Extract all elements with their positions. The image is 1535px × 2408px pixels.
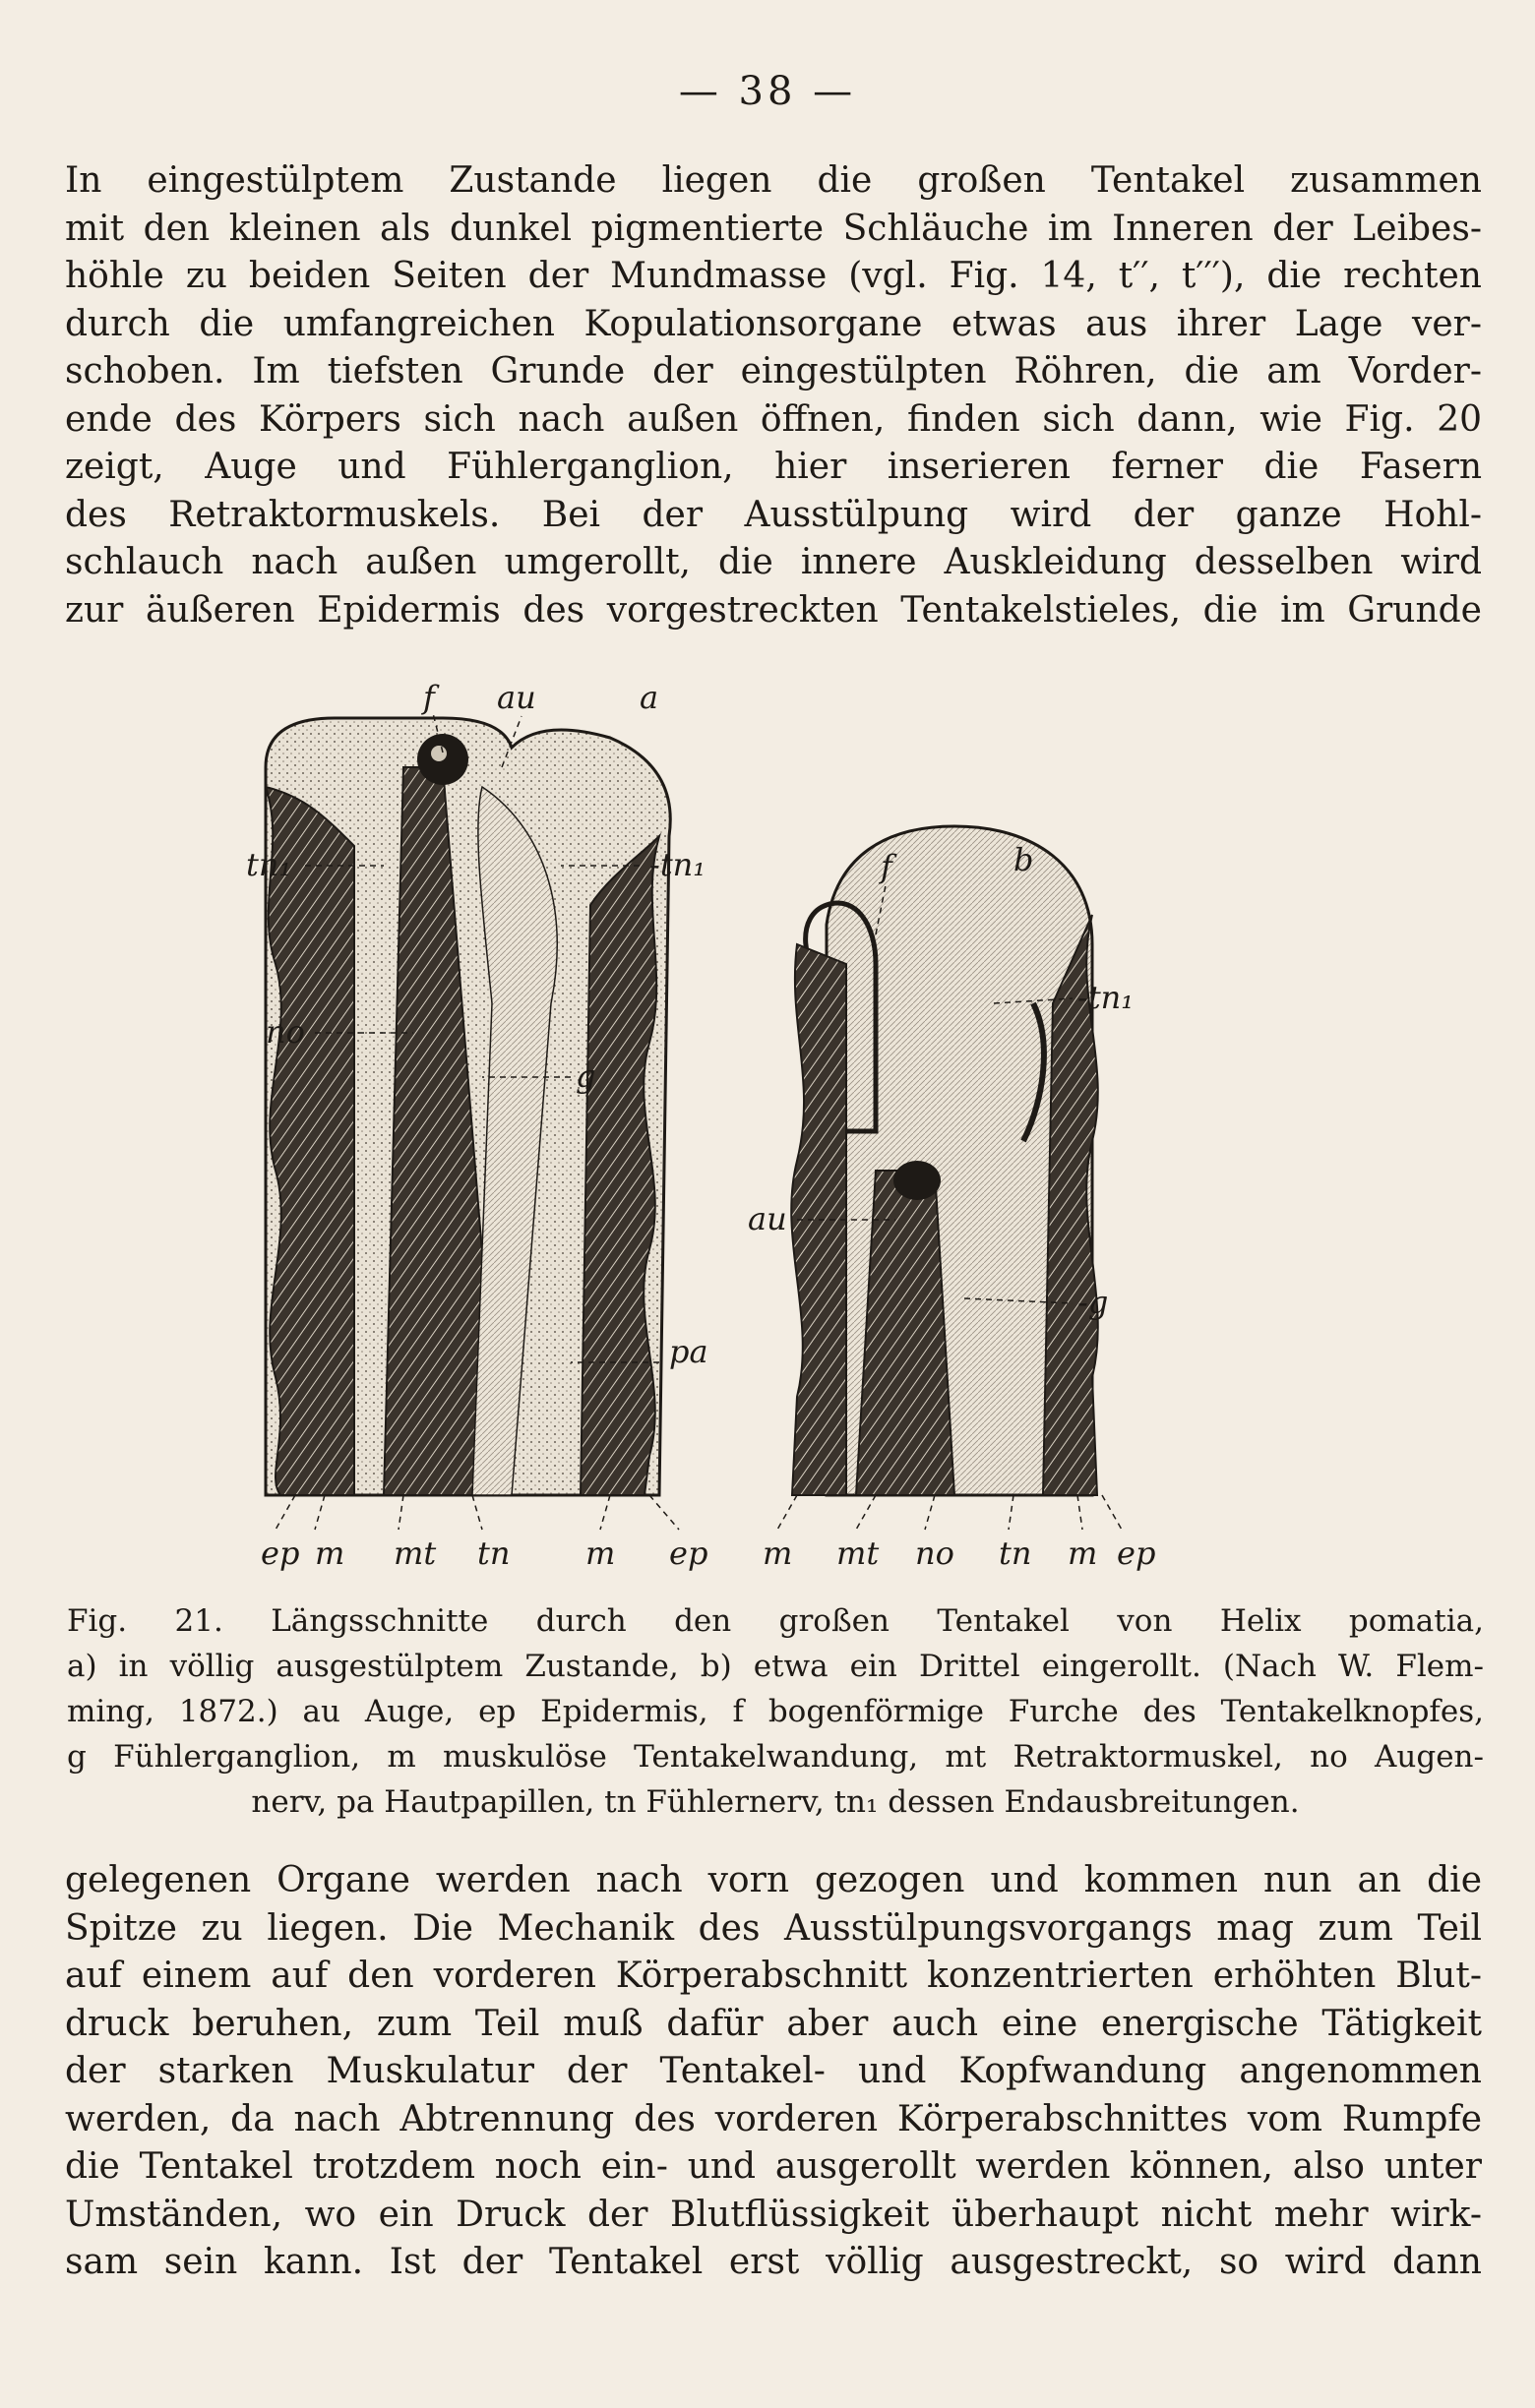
- text-line: Spitze zu liegen. Die Mechanik des Ausstülpungsvorgangs mag zum Teil: [65, 1907, 1482, 1949]
- label-a-pa: pa: [669, 1333, 708, 1370]
- text-line: höhle zu beiden Seiten der Mundmasse (vgl. Fig. 14, t′′, t′′′), die rechten: [65, 256, 1482, 296]
- text-line: Umständen, wo ein Druck der Blutflüssigkeit überhaupt nicht mehr wirk-: [65, 2194, 1482, 2235]
- text-line: gelegenen Organe werden nach vorn gezogen und kommen nun an die: [65, 1860, 1482, 1900]
- figure-caption: [67, 1598, 1484, 1825]
- label-a-no: no: [266, 1013, 305, 1051]
- text-line: der starken Muskulatur der Tentakel- und Kopfwandung angenommen: [65, 2051, 1482, 2091]
- page-number: — 38 —: [678, 69, 857, 114]
- text-line: ende des Körpers sich nach außen öffnen, finden sich dann, wie Fig. 20: [65, 398, 1482, 440]
- label-a-tn1-right: -tn₁: [649, 846, 706, 883]
- bottom-b-ep: ep: [1117, 1535, 1156, 1572]
- label-a-g: g: [576, 1057, 596, 1095]
- bottom-b-tn: tn: [999, 1535, 1032, 1572]
- bottom-a-ep: ep: [261, 1535, 300, 1572]
- text-line: die Tentakel trotzdem noch ein- und ausgerollt werden können, also unter: [65, 2146, 1482, 2187]
- label-b-tn1: -tn₁: [1077, 979, 1135, 1016]
- bottom-a-tn: tn: [477, 1535, 511, 1572]
- caption-line: ming, 1872.) au Auge, ep Epidermis, f bogenförmige Furche des Tentakelknopfes,: [67, 1694, 1484, 1729]
- text-line: schoben. Im tiefsten Grunde der eingestülpten Röhren, die am Vorder-: [65, 351, 1482, 391]
- bottom-a-ep2: ep: [669, 1535, 708, 1572]
- bottom-b-no: no: [915, 1535, 954, 1572]
- caption-line: g Fühlerganglion, m muskulöse Tentakelwandung, mt Retraktormuskel, no Augen-: [67, 1739, 1484, 1775]
- panel-a-section: [266, 718, 670, 1495]
- bottom-b-mt: mt: [836, 1535, 880, 1572]
- paragraph-bottom: [65, 1857, 1482, 2287]
- paragraph-top: [65, 157, 1482, 634]
- label-b-au: au: [748, 1200, 787, 1237]
- text-line: mit den kleinen als dunkel pigmentierte Schläuche im Inneren der Leibes-: [65, 208, 1482, 249]
- panel-b-label: b: [1013, 841, 1034, 878]
- label-a-f: f: [423, 679, 435, 716]
- label-a-tn1-left: tn₁: [246, 846, 292, 883]
- text-line: des Retraktormuskels. Bei der Ausstülpung wird der ganze Hohl-: [65, 494, 1482, 535]
- text-line: auf einem auf den vorderen Körperabschnitt konzentrierten erhöhten Blut-: [65, 1956, 1482, 1996]
- text-line: zur äußeren Epidermis des vorgestreckten Tentakelstieles, die im Grunde: [65, 589, 1482, 631]
- bottom-a-m2: m: [585, 1535, 616, 1572]
- caption-line: Fig. 21. Längsschnitte durch den großen Tentakel von Helix pomatia,: [67, 1603, 1484, 1639]
- label-b-g: -g: [1077, 1284, 1109, 1321]
- bottom-a-mt: mt: [394, 1535, 437, 1572]
- text-line: durch die umfangreichen Kopulationsorgane etwas aus ihrer Lage ver-: [65, 303, 1482, 344]
- caption-line: a) in völlig ausgestülptem Zustande, b) etwa ein Drittel eingerollt. (Nach W. Flem-: [67, 1649, 1484, 1684]
- panel-b-section: [791, 826, 1098, 1495]
- tentacle-sections-drawing: [246, 679, 1299, 1574]
- bottom-b-m: m: [763, 1535, 793, 1572]
- panel-a-label: a: [640, 679, 659, 716]
- bottom-a-m: m: [315, 1535, 345, 1572]
- text-line: werden, da nach Abtrennung des vorderen Körperabschnittes vom Rumpfe: [65, 2098, 1482, 2139]
- label-a-au: au: [497, 679, 536, 716]
- label-b-f: f: [881, 848, 892, 885]
- bottom-b-m2: m: [1068, 1535, 1098, 1572]
- text-line: druck beruhen, zum Teil muß dafür aber auch eine energische Tätigkeit: [65, 2003, 1482, 2044]
- text-line: schlauch nach außen umgerollt, die innere Auskleidung desselben wird: [65, 542, 1482, 582]
- figure-21-illustration: [246, 679, 1299, 1574]
- text-line: sam sein kann. Ist der Tentakel erst völlig ausgestreckt, so wird dann: [65, 2242, 1482, 2282]
- caption-line: nerv, pa Hautpapillen, tn Fühlernerv, tn₁ dessen Endausbreitungen.: [251, 1784, 1300, 1820]
- text-line: In eingestülptem Zustande liegen die großen Tentakel zusammen: [65, 160, 1482, 201]
- text-line: zeigt, Auge und Fühlerganglion, hier inserieren ferner die Fasern: [65, 447, 1482, 487]
